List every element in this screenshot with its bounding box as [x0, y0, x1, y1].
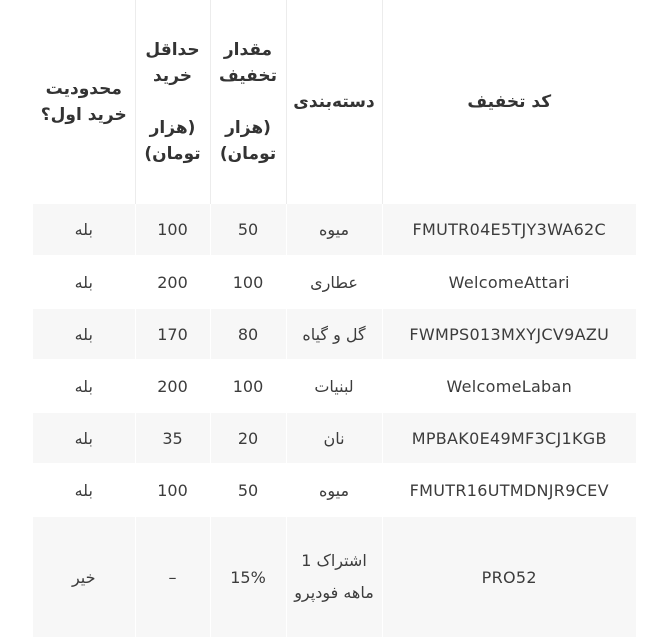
category: لبنیات [286, 360, 382, 412]
table-row [33, 256, 636, 308]
discount-code: FWMPS013MXYJCV9AZU [382, 308, 636, 360]
min-purchase: 35 [135, 412, 210, 464]
category: عطاری [286, 256, 382, 308]
category: اشتراک 1 ماهه فودپرو [286, 516, 382, 638]
min-purchase: 100 [135, 464, 210, 516]
table-row [33, 204, 636, 256]
discount-amount: 15% [210, 516, 286, 638]
first-purchase-only: بله [33, 464, 135, 516]
header-min-unit: (هزار تومان) [144, 118, 201, 164]
min-purchase: – [135, 516, 210, 638]
category: گل و گیاه [286, 308, 382, 360]
discount-code: WelcomeAttari [382, 256, 636, 308]
table-row [33, 412, 636, 464]
discount-amount: 50 [210, 464, 286, 516]
discount-amount: 50 [210, 204, 286, 256]
header-amount-title: مقدار تخفیف [218, 40, 278, 86]
discount-code: FMUTR04E5TJY3WA62C [382, 204, 636, 256]
discount-amount: 100 [210, 256, 286, 308]
discount-amount: 80 [210, 308, 286, 360]
first-purchase-only: بله [33, 360, 135, 412]
category: میوه [286, 204, 382, 256]
discount-code: WelcomeLaban [382, 360, 636, 412]
header-min-purchase [135, 0, 210, 204]
header-first-purchase: محدودیت خرید اول؟ [33, 0, 135, 204]
min-purchase: 200 [135, 360, 210, 412]
discount-codes-table [33, 0, 636, 639]
first-purchase-only: خیر [33, 516, 135, 638]
table-row [33, 516, 636, 638]
first-purchase-only: بله [33, 412, 135, 464]
first-purchase-only: بله [33, 204, 135, 256]
header-amount-unit: (هزار تومان) [219, 118, 277, 164]
table-row [33, 308, 636, 360]
table-header-row [33, 0, 636, 204]
first-purchase-only: بله [33, 308, 135, 360]
header-amount [210, 0, 286, 204]
discount-code: MPBAK0E49MF3CJ1KGB [382, 412, 636, 464]
first-purchase-only: بله [33, 256, 135, 308]
discount-table-container [33, 0, 636, 639]
min-purchase: 200 [135, 256, 210, 308]
header-category: دسته‌بندی [286, 0, 382, 204]
category: نان [286, 412, 382, 464]
discount-amount: 100 [210, 360, 286, 412]
min-purchase: 100 [135, 204, 210, 256]
table-row [33, 464, 636, 516]
category: میوه [286, 464, 382, 516]
header-min-title: حداقل خرید [145, 40, 200, 86]
header-code: کد تخفیف [382, 0, 636, 204]
min-purchase: 170 [135, 308, 210, 360]
discount-code: FMUTR16UTMDNJR9CEV [382, 464, 636, 516]
discount-amount: 20 [210, 412, 286, 464]
table-row [33, 360, 636, 412]
discount-code: PRO52 [382, 516, 636, 638]
